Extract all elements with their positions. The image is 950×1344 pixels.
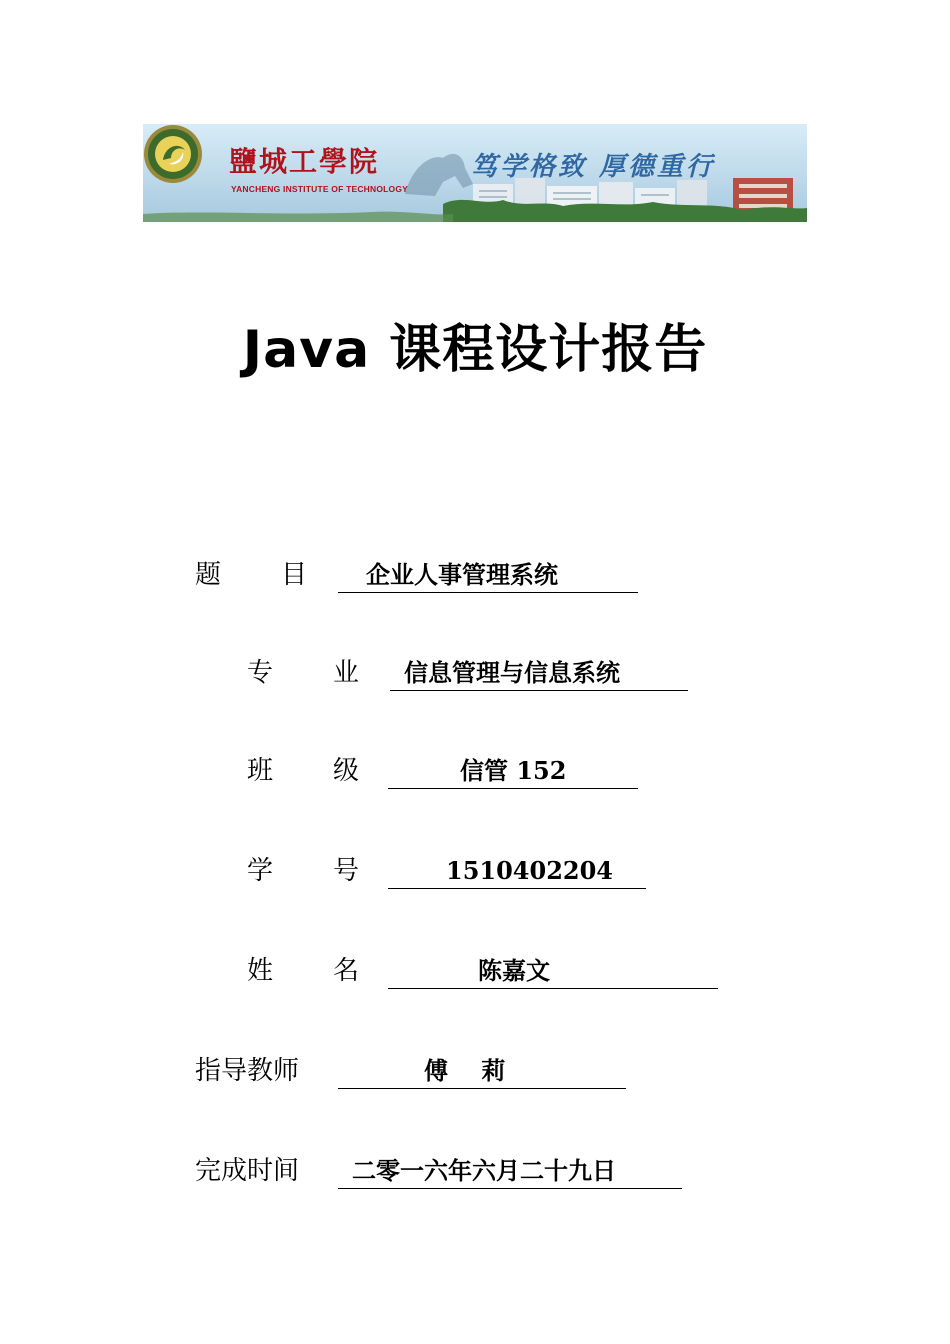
field-row-topic bbox=[0, 558, 950, 598]
field-row-class bbox=[0, 754, 950, 794]
field-label-completion-date: 完成时间 bbox=[195, 1156, 300, 1186]
field-label-class: 班 级 bbox=[247, 756, 360, 786]
field-value-advisor: 傅 莉 bbox=[338, 1054, 626, 1089]
field-row-name bbox=[0, 954, 950, 994]
field-row-student-id bbox=[0, 854, 950, 894]
field-label-student-id: 学 号 bbox=[247, 856, 360, 886]
field-value-student-id: 1510402204 bbox=[388, 854, 646, 889]
school-name: 鹽城工學院 bbox=[229, 145, 380, 178]
field-label-major: 专 业 bbox=[247, 658, 360, 688]
field-row-major bbox=[0, 656, 950, 696]
field-row-advisor bbox=[0, 1054, 950, 1094]
field-value-class: 信管 152 bbox=[388, 754, 638, 789]
report-title: Java 课程设计报告 bbox=[242, 320, 708, 380]
field-label-topic: 题 目 bbox=[195, 560, 308, 590]
field-value-name: 陈嘉文 bbox=[388, 954, 718, 989]
field-label-name: 姓 名 bbox=[247, 956, 360, 986]
school-motto: 笃学格致 厚德重行 bbox=[471, 152, 716, 182]
field-label-advisor: 指导教师 bbox=[195, 1056, 300, 1086]
field-value-completion-date: 二零一六年六月二十九日 bbox=[338, 1154, 682, 1189]
school-logo-icon bbox=[143, 124, 203, 184]
school-name-english: YANCHENG INSTITUTE OF TECHNOLOGY bbox=[231, 184, 409, 194]
field-value-major: 信息管理与信息系统 bbox=[390, 656, 688, 691]
field-row-completion-date bbox=[0, 1154, 950, 1194]
school-banner bbox=[143, 124, 807, 222]
field-value-topic: 企业人事管理系统 bbox=[338, 558, 638, 593]
